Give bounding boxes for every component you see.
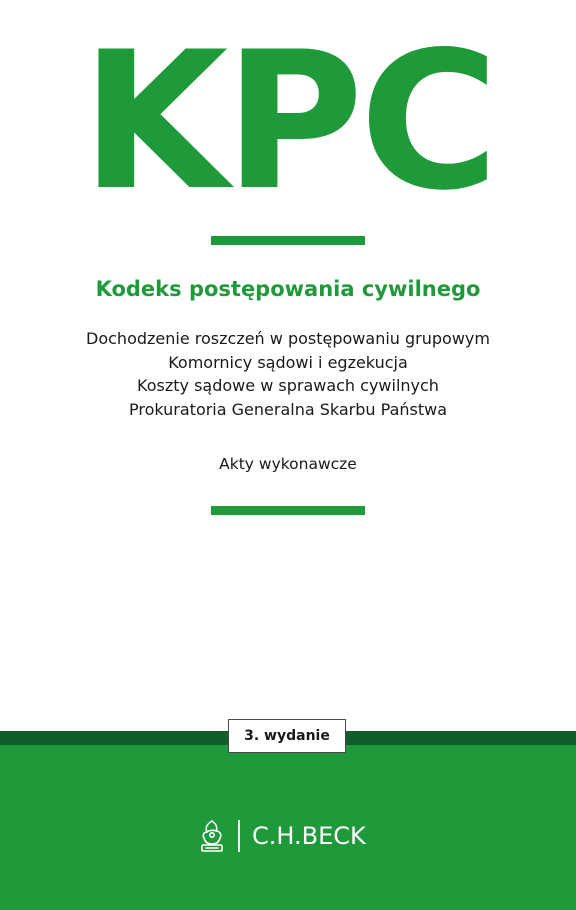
publisher-name: C.H.BECK xyxy=(252,822,366,850)
cover-title: KPC xyxy=(81,11,495,232)
topic-item: Koszty sądowe w sprawach cywilnych xyxy=(137,376,439,395)
topic-item: Komornicy sądowi i egzekucja xyxy=(168,352,408,372)
extra-note: Akty wykonawcze xyxy=(219,455,357,473)
topic-item: Prokuratoria Generalna Skarbu Państwa xyxy=(128,399,448,419)
topic-item: Dochodzenie roszczeń w postępowaniu grupowym xyxy=(86,329,490,348)
bottom-divider xyxy=(211,506,365,515)
top-divider xyxy=(211,236,365,245)
cover-subtitle: Kodeks postępowania cywilnego xyxy=(95,277,481,301)
publisher-seal-icon xyxy=(196,818,228,854)
topics-list xyxy=(0,327,576,421)
publisher-block xyxy=(196,816,366,856)
edition-badge: 3. wydanie xyxy=(228,719,346,753)
publisher-divider xyxy=(238,820,240,852)
